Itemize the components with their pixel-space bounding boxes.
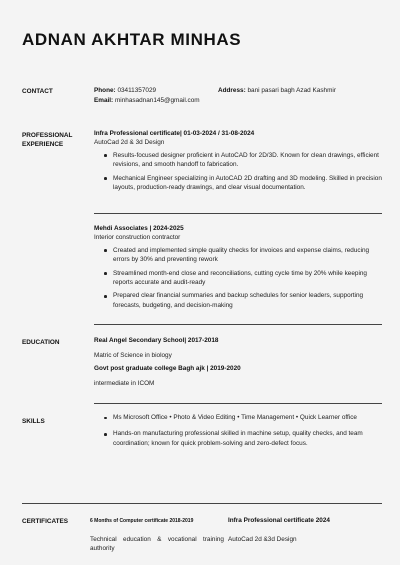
skill-bullet: Ms Microsoft Office • Photo & Video Editing • Time Management • Quick Learner office xyxy=(102,413,382,422)
certificate-detail: Technical education & vocational training authority xyxy=(90,536,224,553)
experience-heading-line2: EXPERIENCE xyxy=(22,141,64,148)
certificate-title: 6 Months of Computer certificate 2018-2019 xyxy=(90,518,194,524)
certificate-item xyxy=(228,516,382,545)
job-entry xyxy=(94,224,382,314)
skills-bullets xyxy=(102,413,382,448)
resume-name: ADNAN AKHTAR MINHAS xyxy=(22,30,242,49)
job-bullet: Streamlined month-end close and reconciliations, cutting cycle time by 20% while keeping reports accurate and audit-ready xyxy=(102,269,382,288)
phone-value: 03411357029 xyxy=(117,87,157,94)
email-line xyxy=(94,96,200,105)
education-heading: EDUCATION xyxy=(22,339,60,346)
education-title: Govt post graduate college Bagh ajk | 2019-2020 xyxy=(94,364,241,372)
education-detail: Matric of Science in biology xyxy=(94,352,172,360)
skill-bullet: Hands-on manufacturing professional skilled in machine setup, quality checks, and team coordination; known for quick problem-solving and zero-defect focus. xyxy=(102,429,382,448)
job-bullets xyxy=(102,151,382,193)
job-bullet: Prepared clear financial summaries and backup schedules for senior leaders, supporting forecasts, budgeting, and decision-making xyxy=(102,291,382,310)
divider xyxy=(22,503,382,504)
job-subtitle: Interior construction contractor xyxy=(94,234,181,242)
phone-label: Phone: xyxy=(94,87,116,94)
address-line xyxy=(218,86,336,95)
job-entry xyxy=(94,129,382,196)
certificate-detail: AutoCad 2d &3d Design xyxy=(228,536,297,544)
divider xyxy=(94,403,382,404)
experience-heading xyxy=(22,131,72,149)
certificate-title: Infra Professional certificate 2024 xyxy=(228,517,330,524)
job-bullet: Created and implemented simple quality checks for invoices and expense claims, reducing errors by 30% and preventing rework xyxy=(102,246,382,265)
skills-heading: SKILLS xyxy=(22,418,45,425)
job-bullet: Results-focused designer proficient in AutoCAD for 2D/3D. Known for clean drawings, efficient revisions, and smooth handoff to fabrication. xyxy=(102,151,382,170)
job-bullets xyxy=(102,246,382,310)
job-bullet: Mechanical Engineer specializing in AutoCAD 2D drafting and 3D modeling. Skilled in precision layouts, production-ready drawings, and clear visual documentation. xyxy=(102,174,382,193)
address-value: bani pasari bagh Azad Kashmir xyxy=(247,87,336,94)
job-title: Infra Professional certificate| 01-03-2024 / 31-08-2024 xyxy=(94,130,255,137)
address-label: Address: xyxy=(218,87,246,94)
education-detail: intermediate in ICOM xyxy=(94,380,155,388)
skills-list xyxy=(94,413,382,452)
certificate-item xyxy=(90,517,224,554)
experience-heading-line1: PROFESSIONAL xyxy=(22,132,73,139)
contact-heading: CONTACT xyxy=(22,88,53,95)
job-title: Mehdi Associates | 2024-2025 xyxy=(94,225,184,232)
education-list xyxy=(94,336,382,389)
job-subtitle: AutoCad 2d & 3d Design xyxy=(94,139,165,147)
divider xyxy=(94,324,382,325)
education-title: Real Angel Secondary School| 2017-2018 xyxy=(94,337,219,344)
email-value[interactable]: minhasadnan145@gmail.com xyxy=(114,97,200,104)
divider xyxy=(94,213,382,214)
certificates-heading: CERTIFICATES xyxy=(22,518,69,525)
phone-line xyxy=(94,86,156,95)
email-label: Email: xyxy=(94,97,114,104)
